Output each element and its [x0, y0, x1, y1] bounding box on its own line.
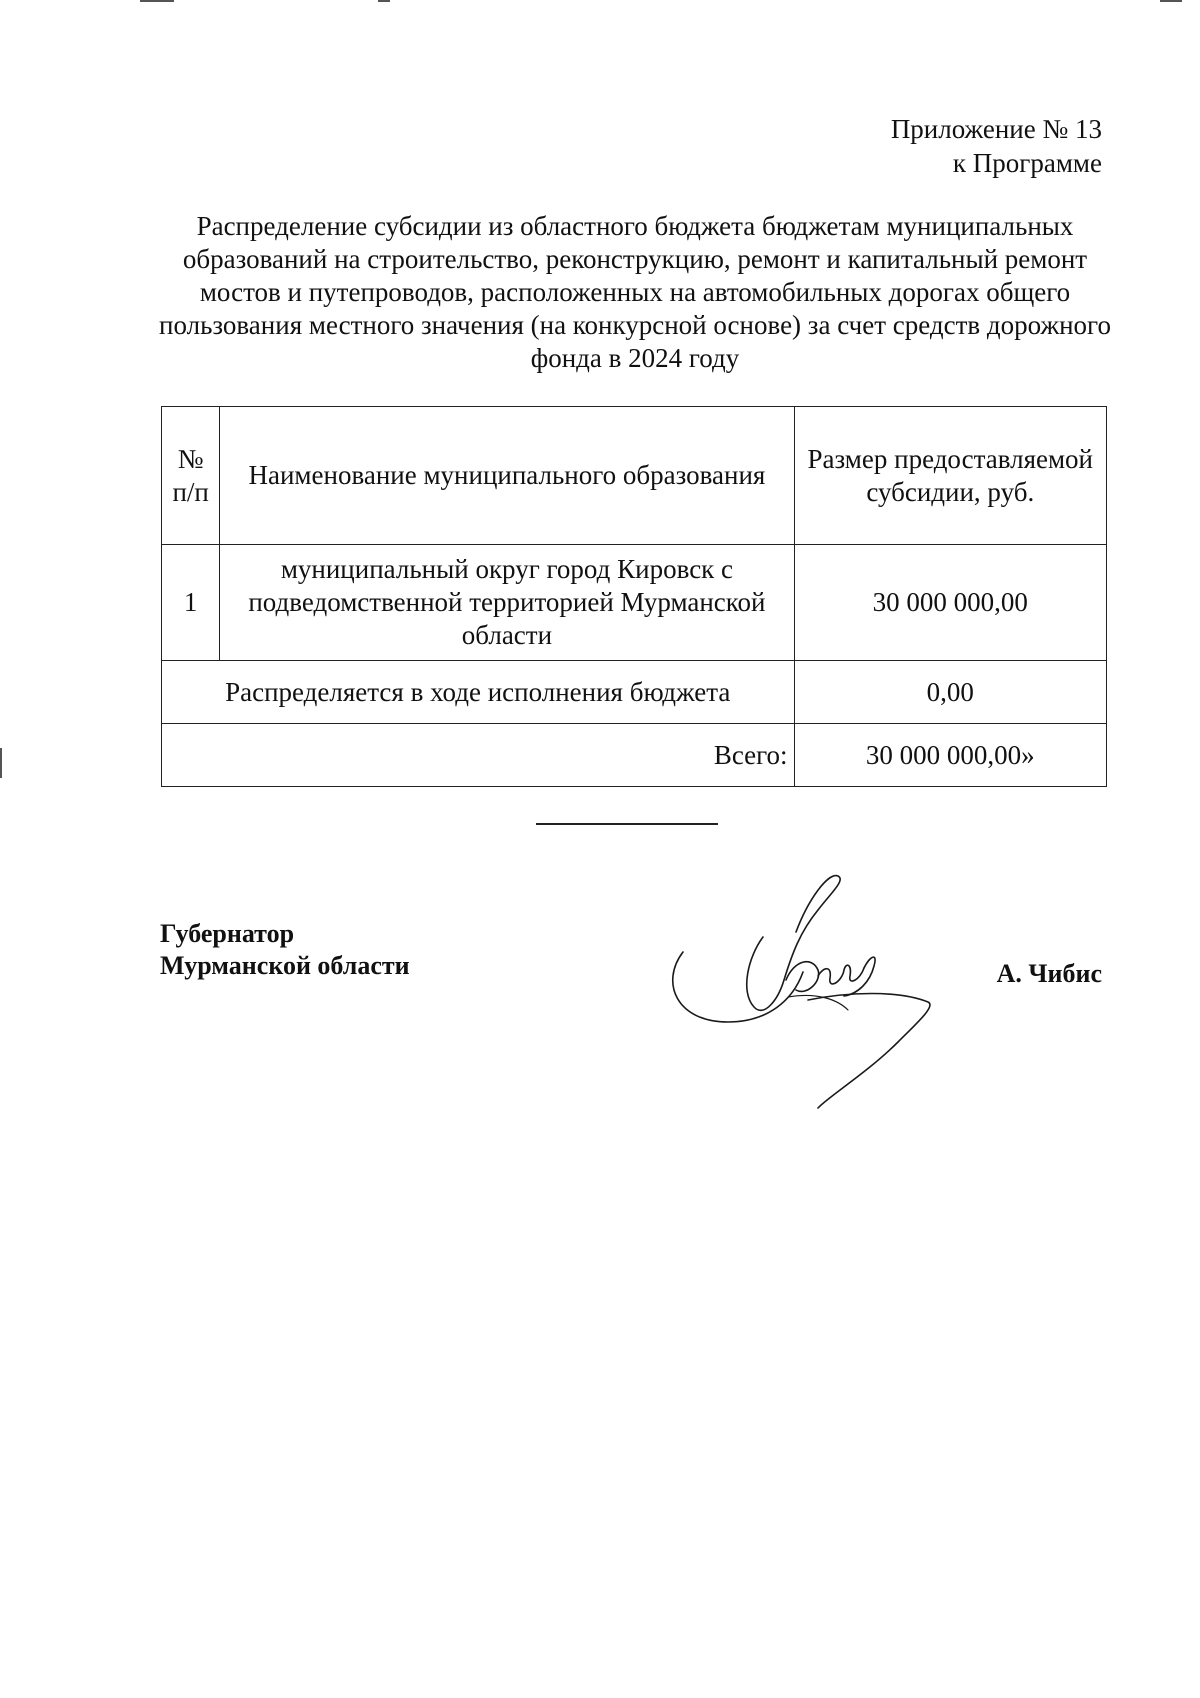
row-subsidy-amount: 30 000 000,00: [794, 545, 1106, 661]
signer-name: А. Чибис: [996, 959, 1102, 988]
header-number: № п/п: [162, 407, 220, 545]
separator-line: [536, 823, 718, 825]
scan-artifact-top-center: [378, 0, 390, 2]
scan-artifact-left-edge: [0, 748, 2, 778]
table-row-total: [162, 724, 1107, 787]
table-row: [162, 545, 1107, 661]
scan-artifact-top-right: [1160, 0, 1182, 2]
total-amount: 30 000 000,00»: [794, 724, 1106, 787]
table-header-row: [162, 407, 1107, 545]
signer-position-region: Мурманской области: [160, 951, 410, 980]
signer-position-title: Губернатор: [160, 919, 295, 948]
scan-artifact-top-left: [140, 0, 174, 2]
total-label: Всего:: [162, 724, 795, 787]
row-number: 1: [162, 545, 220, 661]
signer-position: [160, 918, 410, 982]
distributed-label: Распределяется в ходе исполнения бюджета: [162, 661, 795, 724]
handwritten-signature: [668, 872, 948, 1112]
appendix-number: Приложение № 13: [890, 114, 1102, 144]
document-title: Распределение субсидии из областного бюджета бюджетам муниципальных образований на строительство, реконструкцию, ремонт и капитальный ремонт мостов и путепроводов, расположенных на автомобильных дорогах общего пользования местного значения (на конкурсной основе) за счет средств дорожного фонда в 2024 году: [159, 211, 1111, 373]
appendix-header: [891, 112, 1102, 180]
row-municipality-name: муниципальный округ город Кировск с подведомственной территорией Мурманской области: [220, 545, 794, 661]
distributed-amount: 0,00: [794, 661, 1106, 724]
header-municipality-name: Наименование муниципального образования: [220, 407, 794, 545]
appendix-reference: к Программе: [952, 148, 1102, 178]
table-row-distributed: [162, 661, 1107, 724]
header-subsidy-amount: Размер предоставляемой субсидии, руб.: [794, 407, 1106, 545]
subsidy-distribution-table: [161, 406, 1107, 787]
